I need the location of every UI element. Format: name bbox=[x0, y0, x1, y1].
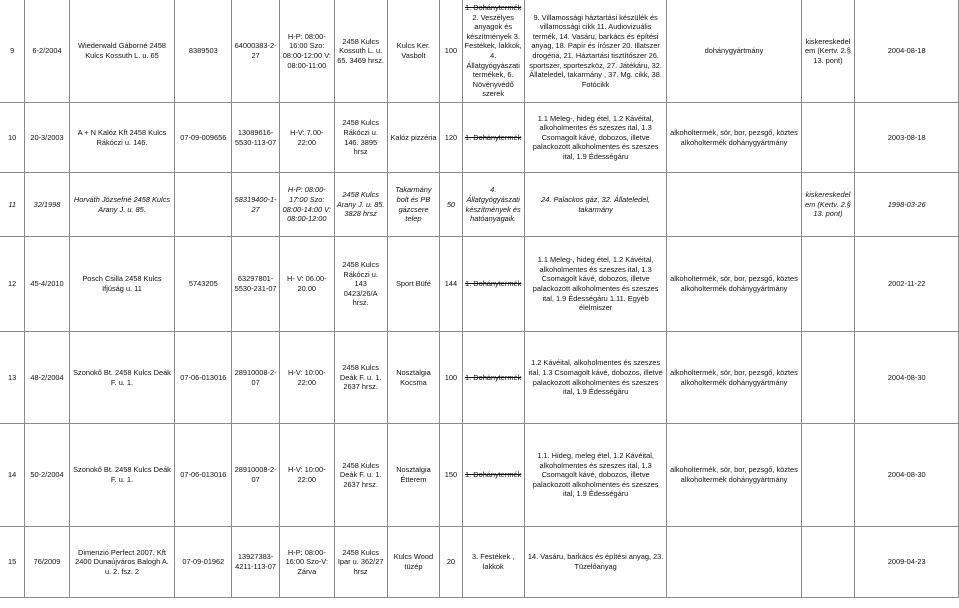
opening-hours: H-P: 08:00-17:00 Szo: 08:00-14:00 V: 08:00-12:00 bbox=[279, 173, 334, 237]
trade-type: kiskereskedelem (Kertv. 2.§ 13. pont) bbox=[801, 173, 855, 237]
shop-name: Kulcs Ker. Vasbolt bbox=[387, 0, 440, 103]
goods-list: 1.1 Meleg-, hideg étel, 1.2 Kávéital, alkoholmentes és szeszes ital, 1.3 Csomagolt kávé, dobozos, illetve palackozott alkoholmentes és szeszes ital, 1.9 Édességáru bbox=[524, 103, 667, 173]
product-categories bbox=[462, 332, 524, 424]
registration-number: 32/1998 bbox=[25, 173, 69, 237]
floor-area: 100 bbox=[440, 332, 462, 424]
operator-name: Szonokő Bt. 2458 Kulcs Deák F. u. 1. bbox=[69, 332, 175, 424]
registration-number: 20-3/2003 bbox=[25, 103, 69, 173]
excise-goods: alkoholtermék, sör, bor, pezsgő, köztes alkoholtermék dohánygyártmány bbox=[667, 332, 801, 424]
floor-area: 150 bbox=[440, 424, 462, 527]
excise-goods bbox=[667, 527, 801, 598]
table-row bbox=[0, 527, 959, 598]
row-number: 9 bbox=[0, 0, 25, 103]
table-row bbox=[0, 173, 959, 237]
table-row bbox=[0, 103, 959, 173]
table-row bbox=[0, 237, 959, 332]
company-number: 07-09-01962 bbox=[175, 527, 232, 598]
opening-hours: H-V: 10:00-22:00 bbox=[279, 424, 334, 527]
table-row bbox=[0, 332, 959, 424]
opening-hours: H- V: 06.00-20.00 bbox=[279, 237, 334, 332]
row-number: 11 bbox=[0, 173, 25, 237]
statistical-number: 28910008-2-07 bbox=[232, 332, 280, 424]
shop-address: 2458 Kulcs Rákóczi u. 143 0423/26/A hrsz. bbox=[334, 237, 387, 332]
registration-number: 76/2009 bbox=[25, 527, 69, 598]
opening-hours: H-V: 7.00-22:00 bbox=[279, 103, 334, 173]
product-categories bbox=[462, 237, 524, 332]
product-categories bbox=[462, 424, 524, 527]
product-categories bbox=[462, 173, 524, 237]
shop-name: Kulcs Wood tüzép bbox=[387, 527, 440, 598]
category-line: 1. Dohánytermék bbox=[465, 372, 522, 382]
operator-name: Wiederwald Gáborné 2458 Kulcs Kossuth L. u. 65 bbox=[69, 0, 175, 103]
statistical-number: 64000383-2-27 bbox=[232, 0, 280, 103]
statistical-number: 13089616-5530-113-07 bbox=[232, 103, 280, 173]
registration-date: 2002-11-22 bbox=[855, 237, 959, 332]
floor-area: 144 bbox=[440, 237, 462, 332]
trade-type bbox=[801, 527, 855, 598]
statistical-number: 13927383-4211-113-07 bbox=[232, 527, 280, 598]
registration-date: 2004-08-18 bbox=[855, 0, 959, 103]
operator-name: Posch Csilla 2458 Kulcs Ifjúság u. 11 bbox=[69, 237, 175, 332]
trade-type: kiskereskedelem (Kertv. 2.§ 13. pont) bbox=[801, 0, 855, 103]
registration-date: 1998-03-26 bbox=[855, 173, 959, 237]
company-number: 07-09-009656 bbox=[175, 103, 232, 173]
floor-area: 100 bbox=[440, 0, 462, 103]
row-number: 14 bbox=[0, 424, 25, 527]
product-categories bbox=[462, 0, 524, 103]
registration-date: 2003-08-18 bbox=[855, 103, 959, 173]
excise-goods: dohánygyártmány bbox=[667, 0, 801, 103]
trade-type bbox=[801, 424, 855, 527]
trade-type bbox=[801, 332, 855, 424]
row-number: 12 bbox=[0, 237, 25, 332]
opening-hours: H-P: 08:00-16:00 Szo-V: Zárva bbox=[279, 527, 334, 598]
operator-name: Szonokő Bt. 2458 Kulcs Deák F. u. 1. bbox=[69, 424, 175, 527]
shop-address: 2458 Kulcs Ipar u. 362/27 hrsz bbox=[334, 527, 387, 598]
shop-name: Nosztalgia Kocsma bbox=[387, 332, 440, 424]
goods-list: 9. Villamossági háztartási készülék és villamossági cikk 11. Audiovizuális termék, 14. Vasáru, barkács és építési anyag, 18. Papír és írószer 20. Illatszer drogéria, 21. Háztartási tisztítószer 26. sportszer, sporteszköz, 27. Játékáru, 32. Állateledel, takarmány , 37. Mg. cikk, 38. Fotócikk bbox=[524, 0, 667, 103]
category-line: 1. Dohánytermék bbox=[465, 470, 522, 480]
excise-goods bbox=[667, 173, 801, 237]
company-number bbox=[175, 173, 232, 237]
opening-hours: H-P: 08:00-16:00 Szo: 08:00-12:00 V: 08:00-11:00 bbox=[279, 0, 334, 103]
registration-number: 6-2/2004 bbox=[25, 0, 69, 103]
goods-list: 14. Vasáru, barkács és építési anyag, 23. Tüzelőanyag bbox=[524, 527, 667, 598]
shop-address: 2458 Kulcs Arany J. u. 85. 3828 hrsz bbox=[334, 173, 387, 237]
statistical-number: 63297801-5530-231-07 bbox=[232, 237, 280, 332]
product-categories bbox=[462, 103, 524, 173]
goods-list: 24. Palackos gáz, 32. Állateledel, takarmány bbox=[524, 173, 667, 237]
company-number: 8389503 bbox=[175, 0, 232, 103]
floor-area: 50 bbox=[440, 173, 462, 237]
shop-name: Sport Büfé bbox=[387, 237, 440, 332]
row-number: 13 bbox=[0, 332, 25, 424]
registration-number: 50-2/2004 bbox=[25, 424, 69, 527]
operator-name: Dimenzió Perfect 2007. Kft 2400 Dunaújváros Balogh A. u. 2. fsz. 2 bbox=[69, 527, 175, 598]
shop-address: 2458 Kulcs Deák F. u. 1. 2637 hrsz. bbox=[334, 424, 387, 527]
operator-name: A + N Kalóz Kft 2458 Kulcs Rákóczi u. 146. bbox=[69, 103, 175, 173]
operator-name: Horváth Józsefné 2458 Kulcs Arany J. u. 85. bbox=[69, 173, 175, 237]
statistical-number: 28910008-2-07 bbox=[232, 424, 280, 527]
table-row bbox=[0, 424, 959, 527]
excise-goods: alkoholtermék, sör, bor, pezsgő, köztes alkoholtermék dohánygyártmány bbox=[667, 103, 801, 173]
opening-hours: H-V: 10:00-22:00 bbox=[279, 332, 334, 424]
shop-address: 2458 Kulcs Rákóczi u. 146. 3895 hrsz bbox=[334, 103, 387, 173]
trade-type bbox=[801, 237, 855, 332]
shop-name: Takarmány bolt és PB gázcsere telep bbox=[387, 173, 440, 237]
row-number: 15 bbox=[0, 527, 25, 598]
category-line: 1. Dohánytermék bbox=[465, 132, 522, 142]
shop-address: 2458 Kulcs Deák F. u. 1. 2637 hrsz. bbox=[334, 332, 387, 424]
shop-name: Kalóz pizzéria bbox=[387, 103, 440, 173]
shop-address: 2458 Kulcs Kossuth L. u. 65. 3469 hrsz. bbox=[334, 0, 387, 103]
category-line: 1. Dohánytermék bbox=[465, 279, 522, 289]
excise-goods: alkoholtermék, sör, bor, pezsgő, köztes alkoholtermék dohánygyártmány bbox=[667, 237, 801, 332]
category-line: 4. Állatgyógyászati készítmények és hatóanyagaik. bbox=[465, 185, 521, 224]
goods-list: 1.1. Hideg, meleg étel, 1.2 Kávéital, alkoholmentes és szeszes ital, 1.3 Csomagolt kávé, dobozos, illetve palackozott alkoholmentes és szeszes ital, 1.9 Édességáru bbox=[524, 424, 667, 527]
statistical-number: 58319400-1-27 bbox=[232, 173, 280, 237]
trade-type bbox=[801, 103, 855, 173]
registration-date: 2004-08-30 bbox=[855, 332, 959, 424]
table-row bbox=[0, 0, 959, 103]
goods-list: 1.2 Kávéital, alkoholmentes és szeszes ital, 1.3 Csomagolt kávé, dobozos, illetve palackozott alkoholmentes és szeszes ital, 1.9 Édességáru bbox=[524, 332, 667, 424]
registration-number: 48-2/2004 bbox=[25, 332, 69, 424]
floor-area: 20 bbox=[440, 527, 462, 598]
registration-date: 2004-08-30 bbox=[855, 424, 959, 527]
goods-list: 1.1 Meleg-, hideg étel, 1.2 Kávéital, alkoholmentes és szeszes ital, 1.3 Csomagolt kávé, dobozos, illetve palackozott alkoholmentes és szeszes ital, 1.9 Édességáru 1.11. Egyéb élelmiszer bbox=[524, 237, 667, 332]
company-number: 07-06-013016 bbox=[175, 332, 232, 424]
registration-number: 45-4/2010 bbox=[25, 237, 69, 332]
excise-goods: alkoholtermék, sör, bor, pezsgő, köztes alkoholtermék dohánygyártmány bbox=[667, 424, 801, 527]
company-number: 07-06-013016 bbox=[175, 424, 232, 527]
floor-area: 120 bbox=[440, 103, 462, 173]
category-line: 3. Festékek , lakkok bbox=[472, 552, 515, 571]
company-number: 5743205 bbox=[175, 237, 232, 332]
registration-date: 2009-04-23 bbox=[855, 527, 959, 598]
row-number: 10 bbox=[0, 103, 25, 173]
shop-name: Nosztalgia Étterem bbox=[387, 424, 440, 527]
category-line: 1. Dohánytermék bbox=[465, 3, 522, 13]
category-line: 2. Veszélyes anyagok és készítmények 3. Festékek, lakkok, 4. Állatgyógyászati termékek, 6. Növényvédő szerek bbox=[464, 12, 522, 99]
product-categories bbox=[462, 527, 524, 598]
